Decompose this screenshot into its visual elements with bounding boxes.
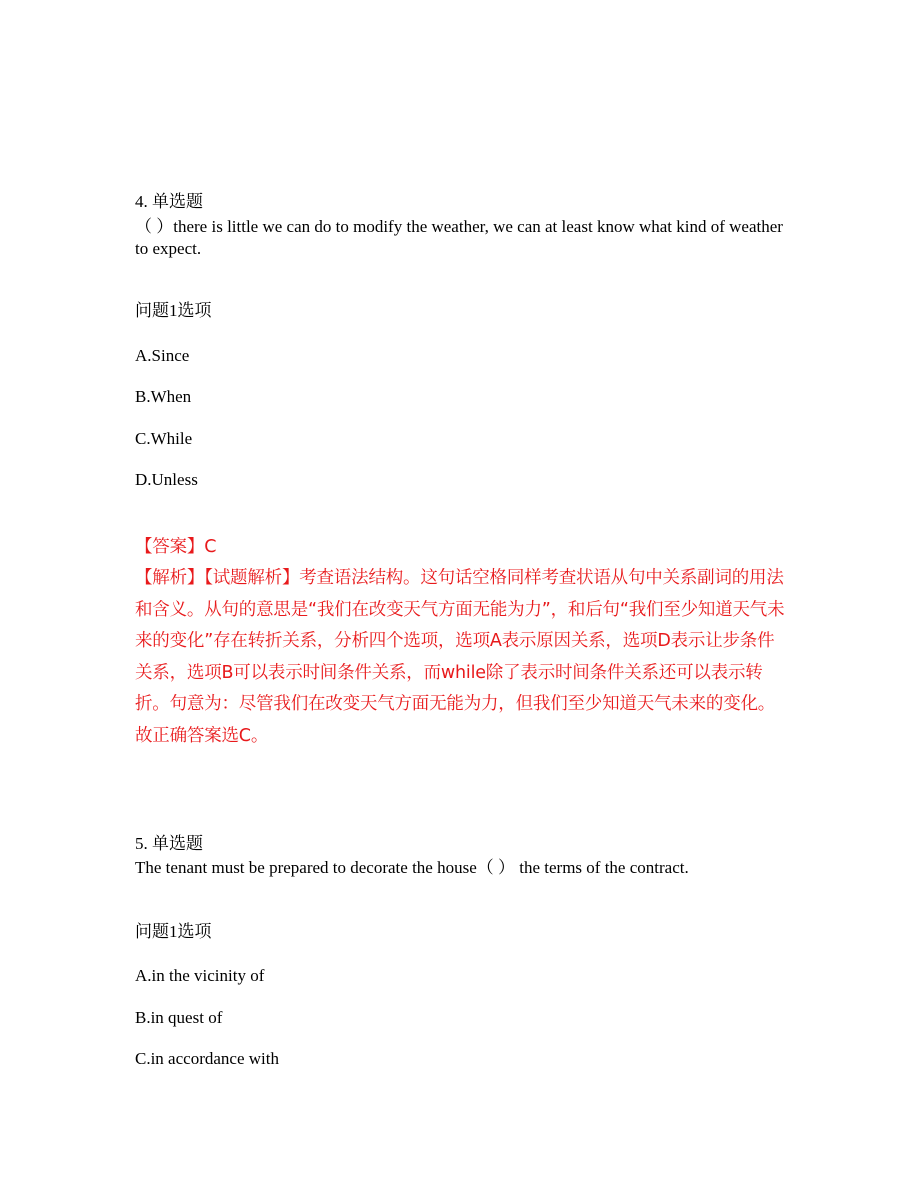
- q5-heading: 5. 单选题: [135, 834, 203, 853]
- q5-options-heading: 问题1选项: [135, 922, 212, 941]
- q4-analysis: 【解析】【试题解析】考查语法结构。这句话空格同样考查状语从句中关系副词的用法和含义。从句的意思是“我们在改变天气方面无能为力”，和后句“我们至少知道天气未来的变化”存在转折关系，分析四个选项，选项A表示原因关系，选项D表示让步条件关系，选项B可以表示时间条件关系，而while除了表示时间条件关系还可以表示转折。句意为：尽管我们在改变天气方面无能为力，但我们至少知道天气未来的变化。故正确答案选C。: [135, 568, 785, 746]
- q4-answer: 【答案】C: [135, 537, 217, 557]
- q5-option-b: B.in quest of: [135, 1008, 223, 1027]
- q4-stem: （ ）there is little we can do to modify the weather, we can at least know what kind of weather to expect.: [135, 217, 783, 258]
- q5-stem: The tenant must be prepared to decorate the house（ ） the terms of the contract.: [135, 858, 689, 877]
- q4-option-c: C.While: [135, 429, 193, 448]
- q4-option-a: A.Since: [135, 346, 190, 365]
- q4-heading: 4. 单选题: [135, 192, 203, 211]
- q4-option-d: D.Unless: [135, 470, 198, 489]
- q4-option-b: B.When: [135, 387, 192, 406]
- q5-option-c: C.in accordance with: [135, 1049, 279, 1068]
- q5-option-a: A.in the vicinity of: [135, 966, 265, 985]
- q4-options-heading: 问题1选项: [135, 301, 212, 320]
